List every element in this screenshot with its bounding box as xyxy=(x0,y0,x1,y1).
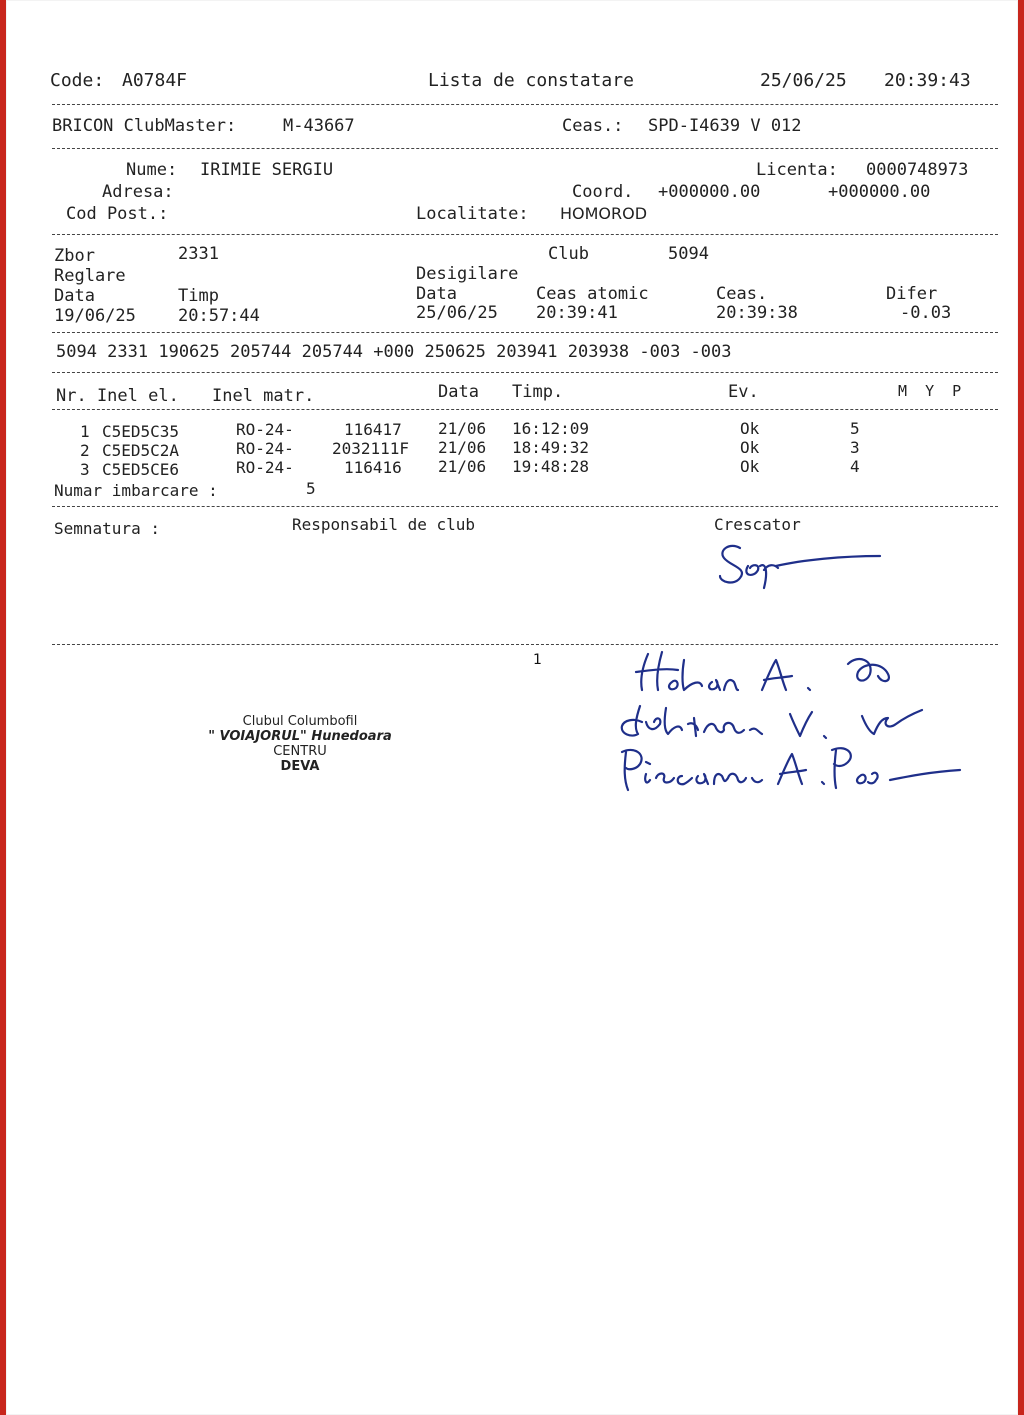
row-m: 3 xyxy=(850,438,860,457)
row-timp: 19:48:28 xyxy=(512,457,590,476)
imbarcare-value: 5 xyxy=(306,479,316,498)
divider xyxy=(52,104,998,105)
adresa-label: Adresa: xyxy=(102,182,174,202)
row-data: 21/06 xyxy=(438,457,487,476)
desig-ceas-atomic: 20:39:41 xyxy=(536,303,618,323)
desigilare-label: Desigilare xyxy=(416,264,519,284)
witness-signature-2 xyxy=(612,696,932,746)
clubmaster-label: BRICON ClubMaster: xyxy=(52,116,237,136)
divider xyxy=(52,372,998,373)
code-value: A0784F xyxy=(122,70,188,91)
stamp-line-4: DEVA xyxy=(280,759,320,774)
reglare-timp: 20:57:44 xyxy=(178,306,260,326)
reglare-timp-label: Timp xyxy=(178,286,219,306)
row-data: 21/06 xyxy=(438,419,487,438)
col-ev: Ev. xyxy=(728,382,759,402)
col-myp: M Y P xyxy=(898,382,962,400)
code-label: Code: xyxy=(50,70,105,91)
row-prefix: RO-24- xyxy=(236,458,294,477)
desig-ceas: 20:39:38 xyxy=(716,303,798,323)
desig-ceas-label: Ceas. xyxy=(716,284,768,304)
crescator-label: Crescator xyxy=(714,515,801,534)
ceas-value: SPD-I4639 V 012 xyxy=(648,116,802,136)
imbarcare-label: Numar imbarcare : xyxy=(54,481,218,500)
reglare-label: Reglare xyxy=(54,266,126,286)
row-inel-el: C5ED5CE6 xyxy=(102,460,180,479)
club-stamp xyxy=(150,714,450,774)
row-inel-el: C5ED5C35 xyxy=(102,422,180,441)
col-inel-matr: Inel matr. xyxy=(212,386,315,406)
row-m: 5 xyxy=(850,419,860,438)
row-matr: 116417 xyxy=(344,420,402,439)
row-prefix: RO-24- xyxy=(236,439,294,458)
divider xyxy=(52,332,998,333)
row-m: 4 xyxy=(850,457,860,476)
row-matr: 116416 xyxy=(344,458,402,477)
code-line: 5094 2331 190625 205744 205744 +000 250625 203941 203938 -003 -003 xyxy=(56,342,732,362)
responsabil-label: Responsabil de club xyxy=(292,515,476,534)
stamp-line-2: " VOIAJORUL" Hunedoara xyxy=(208,729,392,744)
difer-value: -0.03 xyxy=(900,303,952,323)
stamp-line-3: CENTRU xyxy=(273,744,327,759)
header-time: 20:39:43 xyxy=(884,70,971,91)
row-ev: Ok xyxy=(740,438,760,457)
desig-data: 25/06/25 xyxy=(416,303,498,323)
clubmaster-value: M-43667 xyxy=(283,116,355,136)
col-timp: Timp. xyxy=(512,382,564,402)
ceas-atomic-label: Ceas atomic xyxy=(536,284,649,304)
difer-label: Difer xyxy=(886,284,938,304)
localitate-label: Localitate: xyxy=(416,204,529,224)
row-inel-el: C5ED5C2A xyxy=(102,441,180,460)
col-data: Data xyxy=(438,382,479,402)
coord-label: Coord. xyxy=(572,182,634,202)
header-date: 25/06/25 xyxy=(760,70,847,91)
reglare-data-label: Data xyxy=(54,286,95,306)
crescator-signature-image xyxy=(712,536,892,596)
nume-value: IRIMIE SERGIU xyxy=(200,160,334,180)
divider xyxy=(52,644,998,645)
row-timp: 16:12:09 xyxy=(512,419,590,438)
semnatura-label: Semnatura : xyxy=(54,519,160,538)
row-ev: Ok xyxy=(740,457,760,476)
stamp-line-1: Clubul Columbofil xyxy=(242,714,358,729)
reglare-data: 19/06/25 xyxy=(54,306,136,326)
row-ev: Ok xyxy=(740,419,760,438)
row-nr: 3 xyxy=(80,460,90,479)
zbor-label: Zbor xyxy=(54,246,95,266)
document-title: Lista de constatare xyxy=(428,70,634,91)
cod-post-label: Cod Post.: xyxy=(66,204,169,224)
divider xyxy=(52,148,998,149)
nume-label: Nume: xyxy=(126,160,178,180)
row-matr: 2032111F xyxy=(332,439,410,458)
row-data: 21/06 xyxy=(438,438,487,457)
coord-y: +000000.00 xyxy=(828,182,931,202)
club-value: 5094 xyxy=(668,244,709,264)
row-nr: 1 xyxy=(80,422,90,441)
localitate-value: HOMOROD xyxy=(560,204,648,223)
row-prefix: RO-24- xyxy=(236,420,294,439)
witness-signature-3 xyxy=(610,740,980,800)
ceas-label: Ceas.: xyxy=(562,116,624,136)
divider xyxy=(52,409,998,410)
page-number: 1 xyxy=(533,652,542,668)
row-nr: 2 xyxy=(80,441,90,460)
coord-x: +000000.00 xyxy=(658,182,761,202)
zbor-value: 2331 xyxy=(178,244,219,264)
divider xyxy=(52,506,998,507)
divider xyxy=(52,234,998,235)
licenta-label: Licenta: xyxy=(756,160,838,180)
desig-data-label: Data xyxy=(416,284,457,304)
licenta-value: 0000748973 xyxy=(866,160,969,180)
col-nr-inel-el: Nr. Inel el. xyxy=(56,386,179,406)
row-timp: 18:49:32 xyxy=(512,438,590,457)
club-label: Club xyxy=(548,244,589,264)
